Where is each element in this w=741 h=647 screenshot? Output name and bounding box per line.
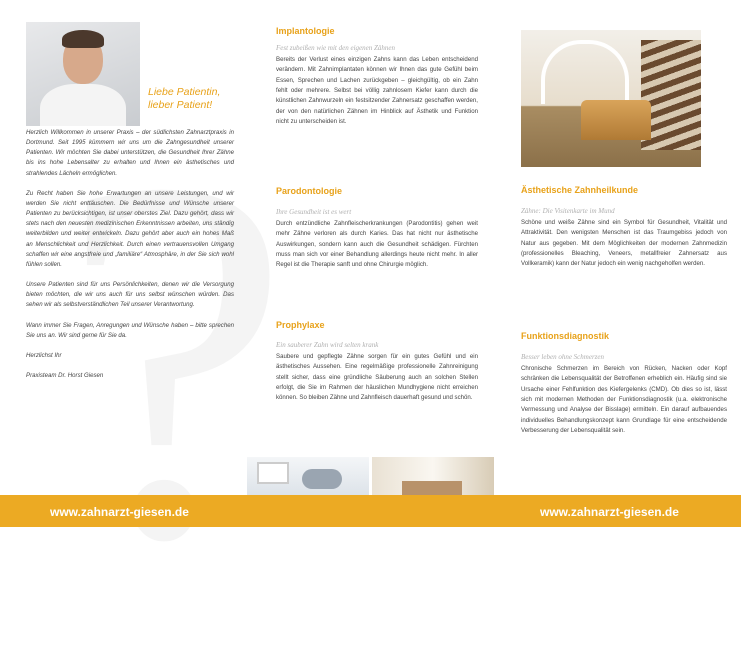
website-link-left[interactable]: www.zahnarzt-giesen.de [50,505,189,519]
welcome-paragraph: Unsere Patienten sind für uns Persönlichkeiten, denen wir die Versorgung bieten möchten, die wir uns auch für uns selbst wünschen würden. Das sehen wir als selbstverständlichen Teil unserer Verantwortung. [26,281,234,309]
section-text: Bereits der Verlust eines einzigen Zahns kann das Leben entscheidend verändern. Mit Zahnimplantaten können wir Ihnen das gute Gefühl beim Essen, Sprechen und Lachen zurückgeben – gleichgültig, ob ein Zahn fehlt oder mehrere. Selbst bei völlig zahnlosem Kiefer kann durch die künstlichen Zahnwurzeln ein festsitzender Zahnersatz geschaffen werden, der von den natürlichen Zähnen im Hinblick auf Ästhetik und Funktion nicht zu unterscheiden ist. [276,56,478,126]
signature-line: Praxisteam Dr. Horst Giesen [26,371,104,379]
section-text: Chronische Schmerzen im Bereich von Rücken, Nacken oder Kopf schränken die Lebensqualität der Betroffenen erheblich ein. Häufig sind sie Ursache einer Fehlfunktion des Kiefergelenks (CMD). Ob dies so ist, lässt sich mit modernen Methoden der Funktionsdiagnostik (u.a. elektronische Vermessung und Analyse der Bisslage) ermitteln. Ein darauf aufbauendes individuelles Behandlungskonzept kann Grundlage für eine entscheidende Verbesserung der Lebensqualität sein. [521,365,727,435]
welcome-panel [0,0,247,495]
welcome-paragraph: Zu Recht haben Sie hohe Erwartungen an unsere Leistungen, und wir werden Sie nicht enttäuschen. Die Bedürfnisse und Wünsche unserer Patienten zu berücksichtigen, ist unser oberstes Ziel. Dazu gehört, dass wir stets nach den neuesten medizinischen Erkenntnissen arbeiten, uns ständig weiterbilden und weiter entwickeln. Dazu gehört aber auch ein hohes Maß an Menschlichkeit und Herzlichkeit. Durch einen vertrauensvollen Umgang schaffen wir eine angstfreie und „familiäre“ Atmosphäre, in der Sie sich wohl fühlen sollen. [26,189,234,268]
greeting-line-2: lieber Patient! [148,99,213,111]
section-title: Prophylaxe [276,320,325,330]
section-text: Schöne und weiße Zähne sind ein Symbol für Gesundheit, Vitalität und Attraktivität. Den wenigsten Menschen ist das Traumgebiss jedoch von Natur aus gegeben. Mit dem Möglichkeiten der modernen Zahnmedizin (professionelles Bleaching, Veneers, metallfreier Zahnersatz aus Vollkeramik) kann der Natur jedoch ein wenig nachgeholfen werden. [521,219,727,268]
section-subtitle: Besser leben ohne Schmerzen [521,353,605,361]
website-link-right[interactable]: www.zahnarzt-giesen.de [540,505,679,519]
welcome-paragraph: Herzlich Willkommen in unserer Praxis – der südlichsten Zahnarztpraxis in Dortmund. Seit 1995 kümmern wir uns um die Zahngesundheit unserer Patienten. Wir möchten Sie dabei unterstützen, die Gesundheit Ihrer Zähne bis ins hohe Lebensalter zu erhalten und Ihnen ein ästhetisches und strahlendes Lächeln ermöglichen. [26,129,234,177]
section-title: Implantologie [276,26,335,36]
section-subtitle: Fest zubeißen wie mit den eigenen Zähnen [276,44,395,52]
closing-line: Herzlichst Ihr [26,351,62,359]
hallway-photo [372,457,494,495]
greeting-line-1: Liebe Patientin, [148,86,221,98]
section-subtitle: Ein sauberer Zahn wird selten krank [276,341,379,349]
welcome-text [26,128,234,391]
greeting [148,86,243,112]
section-text: Saubere und gepflegte Zähne sorgen für ein gutes Gefühl und ein ästhetisches Aussehen. Eine regelmäßige professionelle Zahnreinigung stellt sicher, dass eine gründliche Säuberung auch an solchen Stellen erfolgt, die Sie im Rahmen der häuslichen Mundhygiene nicht erreichen können. So bleiben Zähne und Zahnfleisch dauerhaft gesund und schön. [276,353,478,402]
treatment-room-photo [247,457,369,495]
dentist-portrait-photo [26,22,140,126]
section-subtitle: Ihre Gesundheit ist es wert [276,208,352,216]
section-text: Durch entzündliche Zahnfleischerkrankungen (Parodontitis) gehen weit mehr Zähne verloren als durch Karies. Das hat nicht nur ästhetische Auswirkungen, sondern kann auch die Gesundheit schädigen. Fürchten muss man sich vor einer Behandlung allerdings heute nicht mehr. In aller Regel ist die Therapie sanft und ohne Chirurgie möglich. [276,220,478,269]
section-title: Parodontologie [276,186,342,196]
welcome-paragraph: Wann immer Sie Fragen, Anregungen und Wünsche haben – bitte sprechen Sie uns an. Wir sind gerne für Sie da. [26,321,234,339]
practice-reception-photo [521,30,701,167]
aesthetics-panel [494,0,741,495]
services-panel [247,0,494,495]
section-title: Ästhetische Zahnheilkunde [521,185,639,195]
section-title: Funktionsdiagnostik [521,331,610,341]
section-subtitle: Zähne: Die Visitenkarte im Mund [521,207,615,215]
